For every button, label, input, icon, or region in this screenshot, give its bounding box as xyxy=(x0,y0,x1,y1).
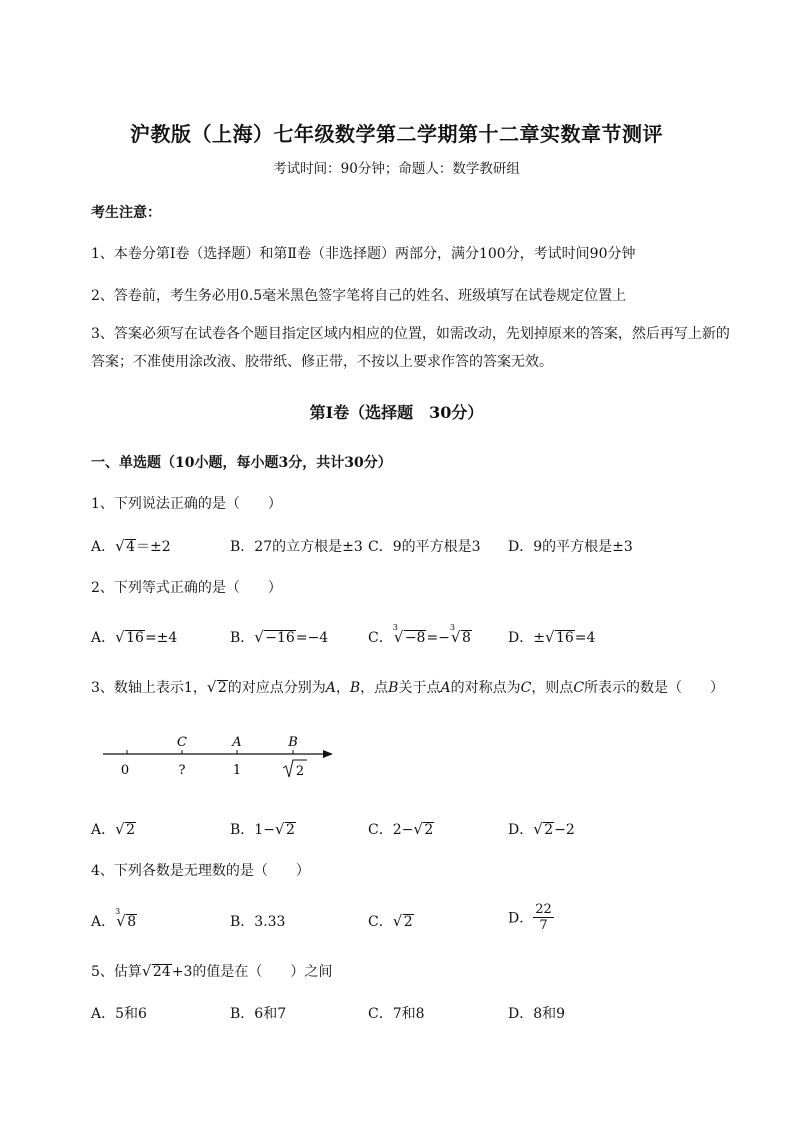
q4-option-b[interactable]: B．3.33 xyxy=(230,914,286,930)
sqrt-symbol: √ 2 xyxy=(393,914,414,930)
sqrt-symbol xyxy=(545,630,575,646)
q2-a-rest: =±4 xyxy=(144,630,178,646)
sqrt-symbol: √ 2 xyxy=(533,822,554,838)
q2-a-radicand: 16 xyxy=(126,630,144,646)
q2-b-rest: =−4 xyxy=(295,630,329,646)
q3-stem: 3、数轴上表示1，√ 2的对应点分别为A，B，点B关于点A的对称点为C，则点C所表示的数是（ ） xyxy=(91,677,724,697)
q5-option-c[interactable]: C．7和8 xyxy=(368,1006,425,1022)
q2-d-prefix: D．± xyxy=(508,630,545,646)
q1-stem: 1、下列说法正确的是（ ） xyxy=(91,496,282,512)
part-heading: 一、单选题（10小题，每小题3分，共计30分） xyxy=(91,455,392,471)
notice-1: 1、本卷分第Ⅰ卷（选择题）和第Ⅱ卷（非选择题）两部分，满分100分，考试时间90分钟 xyxy=(91,246,636,262)
q2-a-prefix: A． xyxy=(91,630,116,646)
section-title: 第Ⅰ卷（选择题 30分） xyxy=(309,403,484,422)
q1-a-prefix: A． xyxy=(91,539,116,555)
q1-option-b[interactable]: B．27的立方根是±3 xyxy=(230,539,363,555)
q2-b-prefix: B． xyxy=(230,630,255,646)
q5-option-d[interactable]: D．8和9 xyxy=(508,1006,566,1022)
q3-option-a[interactable]: A．√ 2 xyxy=(91,819,136,839)
sqrt-symbol: √ 2 xyxy=(115,822,136,838)
label-a: A xyxy=(232,735,242,750)
notice-heading: 考生注意： xyxy=(91,205,161,221)
label-c: C xyxy=(177,735,187,750)
q2-stem: 2、下列等式正确的是（ ） xyxy=(91,580,282,596)
label-b: B xyxy=(288,735,298,750)
sqrt-symbol: √ 2 xyxy=(207,680,228,696)
number-line-figure xyxy=(95,730,345,785)
q1-option-d[interactable]: D．9的平方根是±3 xyxy=(508,539,633,555)
label-zero: 0 xyxy=(120,763,130,778)
exam-title: 沪教版（上海）七年级数学第二学期第十二章实数章节测评 xyxy=(130,122,663,146)
label-one: 1 xyxy=(232,763,242,778)
q4-stem: 4、下列各数是无理数的是（ ） xyxy=(91,863,310,879)
fraction: $\frac{22}{7}$ xyxy=(535,902,552,933)
q2-option-c[interactable]: C．$^3$√ −8=−$^3$√ 8 xyxy=(368,627,472,647)
cbrt-symbol: $^3$√ 8 xyxy=(450,630,472,646)
label-unknown: ? xyxy=(178,763,186,778)
label-sqrt2: 2 xyxy=(295,764,305,779)
q2-option-b[interactable] xyxy=(230,627,328,647)
cbrt-symbol: $^3$√ −8 xyxy=(393,630,427,646)
q4-option-a[interactable]: A．$^3$√ 8 xyxy=(91,911,137,931)
sqrt-symbol xyxy=(254,630,296,646)
sqrt-symbol xyxy=(115,630,145,646)
q2-d-rest: =4 xyxy=(574,630,596,646)
sqrt-symbol: √ 2 xyxy=(413,822,434,838)
q3-option-c[interactable]: C．2−√ 2 xyxy=(368,819,434,839)
q3-option-d[interactable]: D．√ 2−2 xyxy=(508,819,575,839)
exam-subtitle: 考试时间：90分钟；命题人：数学教研组 xyxy=(273,161,520,177)
notice-3: 3、答案必须写在试卷各个题目指定区域内相应的位置，如需改动，先划掉原来的答案，然后再写上新的答案；不准使用涂改液、胶带纸、修正带，不按以上要求作答的答案无效。 xyxy=(91,326,730,370)
q1-option-a[interactable] xyxy=(91,536,171,556)
sqrt-symbol: √ 24 xyxy=(142,964,172,980)
q1-a-rest: ＝±2 xyxy=(136,539,171,555)
q2-b-radicand: −16 xyxy=(265,630,295,646)
q1-option-c[interactable]: C．9的平方根是3 xyxy=(368,539,481,555)
q2-option-a[interactable] xyxy=(91,627,177,647)
sqrt-symbol xyxy=(115,539,136,555)
q5-stem: 5、估算√ 24+3的值是在（ ）之间 xyxy=(91,961,332,981)
q2-c-prefix: C． xyxy=(368,630,393,646)
notice-2: 2、答卷前，考生务必用0.5毫米黑色签字笔将自己的姓名、班级填写在试卷规定位置上 xyxy=(91,288,627,304)
arrow-icon xyxy=(323,750,333,758)
q3-option-b[interactable]: B．1−√ 2 xyxy=(230,819,296,839)
q4-option-d[interactable]: D． $\frac{22}{7}$ xyxy=(508,902,552,933)
q5-option-a[interactable]: A．5和6 xyxy=(91,1006,147,1022)
q2-option-d[interactable] xyxy=(508,627,595,647)
sqrt-symbol: √ 2 xyxy=(275,822,296,838)
cbrt-symbol: $^3$√ 8 xyxy=(115,914,137,930)
q1-a-radicand: 4 xyxy=(126,539,136,555)
q4-option-c[interactable]: C．√ 2 xyxy=(368,911,414,931)
q5-option-b[interactable]: B．6和7 xyxy=(230,1006,287,1022)
q2-d-radicand: 16 xyxy=(555,630,574,646)
